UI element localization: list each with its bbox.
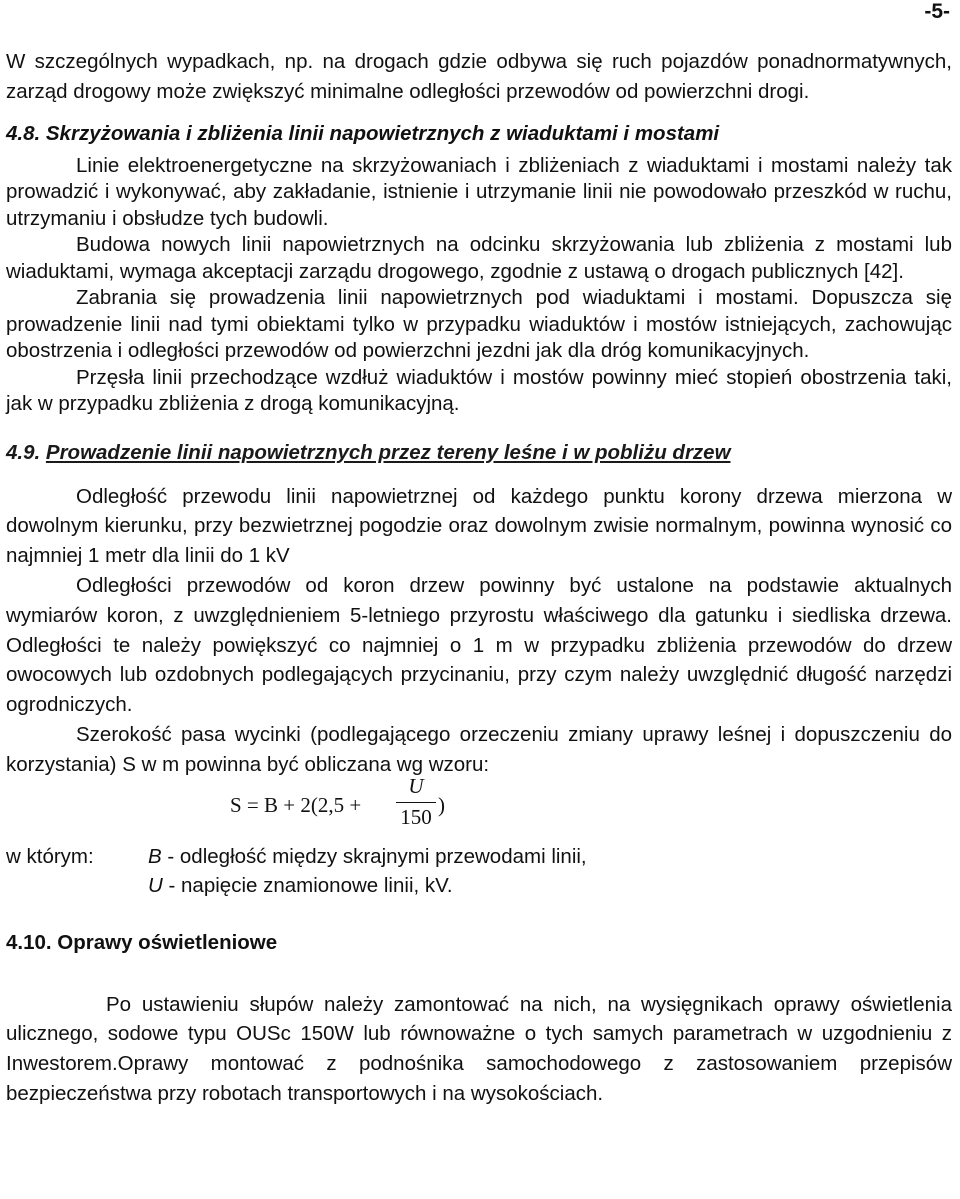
section-4-8-paragraph-2: Budowa nowych linii napowietrznych na odcinku skrzyżowania lub zbliżenia z mostami lub wiaduktami, wymaga akceptacji zarządu drogowego, zgodnie z ustawą o drogach publicznych [42]. (6, 233, 952, 283)
section-4-9-paragraph-2: Odległości przewodów od koron drzew powinny być ustalone na podstawie aktualnych wymiarów koron, z uwzględnieniem 5-letniego przyrostu właściwego dla gatunku i siedliska drzewa. Odległości te należy powiększyć co najmniej o 1 m w przypadku zbliżenia przewodów do drzew owocowych lub ozdobnych podlegających przycinaniu, przy czym należy uwzględnić długość narzędzi ogrodniczych. (6, 573, 952, 717)
section-4-10-paragraph-1: Po ustawieniu słupów należy zamontować na nich, na wysięgnikach oprawy oświetlenia ulicznego, sodowe typu OUSc 150W lub równoważne o tych samych parametrach w uzgodnieniu z Inwestorem.Oprawy montować z podnośnika samochodowego z zastosowaniem przepisów bezpieczeństwa przy robotach transportowych i na wysokościach. (6, 992, 952, 1105)
section-4-9-heading (6, 438, 952, 468)
section-4-10-heading: 4.10. Oprawy oświetleniowe (6, 930, 278, 954)
section-4-8-paragraph-4: Przęsła linii przechodzące wzdłuż wiaduktów i mostów powinny mieć stopień obostrzenia taki, jak w przypadku zbliżenia z drogą komunikacyjną. (6, 365, 952, 416)
formula-numerator: U (408, 773, 424, 798)
section-4-8-paragraph-3: Zabrania się prowadzenia linii napowietrznych pod wiaduktami i mostami. Dopuszcza się prowadzenie linii nad tymi obiektami tylko w przypadku wiaduktów i mostów istniejących, zachowując obostrzenia i odległości przewodów od powierzchni jezdni jak dla dróg komunikacyjnych. (6, 286, 952, 363)
fraction-bar (396, 802, 436, 803)
legend-u: U - napięcie znamionowe linii, kV. (148, 873, 453, 897)
formula-legend (6, 842, 952, 908)
page-number: -5- (924, 0, 950, 23)
section-4-8-paragraph-1: Linie elektroenergetyczne na skrzyżowaniach i zbliżeniach z wiaduktami i mostami należy tak prowadzić i wykonywać, aby zakładanie, istnienie i utrzymanie linii nie powodowało przeszkód w ruchu, utrzymaniu i obsłudze tych budowli. (6, 153, 952, 230)
section-4-9-paragraph-1: Odległość przewodu linii napowietrznej od każdego punktu korony drzewa mierzona w dowolnym kierunku, przy bezwietrznej pogodzie oraz dowolnym zwisie normalnym, powinna wynosić co najmniej 1 metr dla linii do 1 kV (6, 484, 952, 568)
section-4-9-number: 4.9. (6, 440, 41, 464)
formula-denominator: 150 (400, 804, 432, 829)
intro-paragraph: W szczególnych wypadkach, np. na drogach gdzie odbywa się ruch pojazdów ponadnormatywnych, zarząd drogowy może zwiększyć minimalne odległości przewodów od powierzchni drogi. (6, 50, 952, 103)
formula-close-paren: ) (438, 792, 445, 817)
section-4-8-heading: 4.8. Skrzyżowania i zbliżenia linii napowietrznych z wiaduktami i mostami (6, 121, 720, 145)
section-4-9-paragraph-3: Szerokość pasa wycinki (podlegającego orzeczeniu zmiany uprawy leśnej i dopuszczeniu do korzystania) S w m powinna być obliczana wg wzoru: (6, 722, 952, 776)
width-formula (6, 773, 952, 842)
section-4-9-title: Prowadzenie linii napowietrznych przez tereny leśne i w pobliżu drzew (45, 440, 731, 464)
where-label: w którym: (6, 844, 94, 868)
formula-fraction (394, 774, 438, 829)
legend-b: B - odległość między skrajnymi przewodami linii, (148, 844, 587, 868)
formula-lhs: S = B + 2(2,5 + (230, 792, 362, 817)
